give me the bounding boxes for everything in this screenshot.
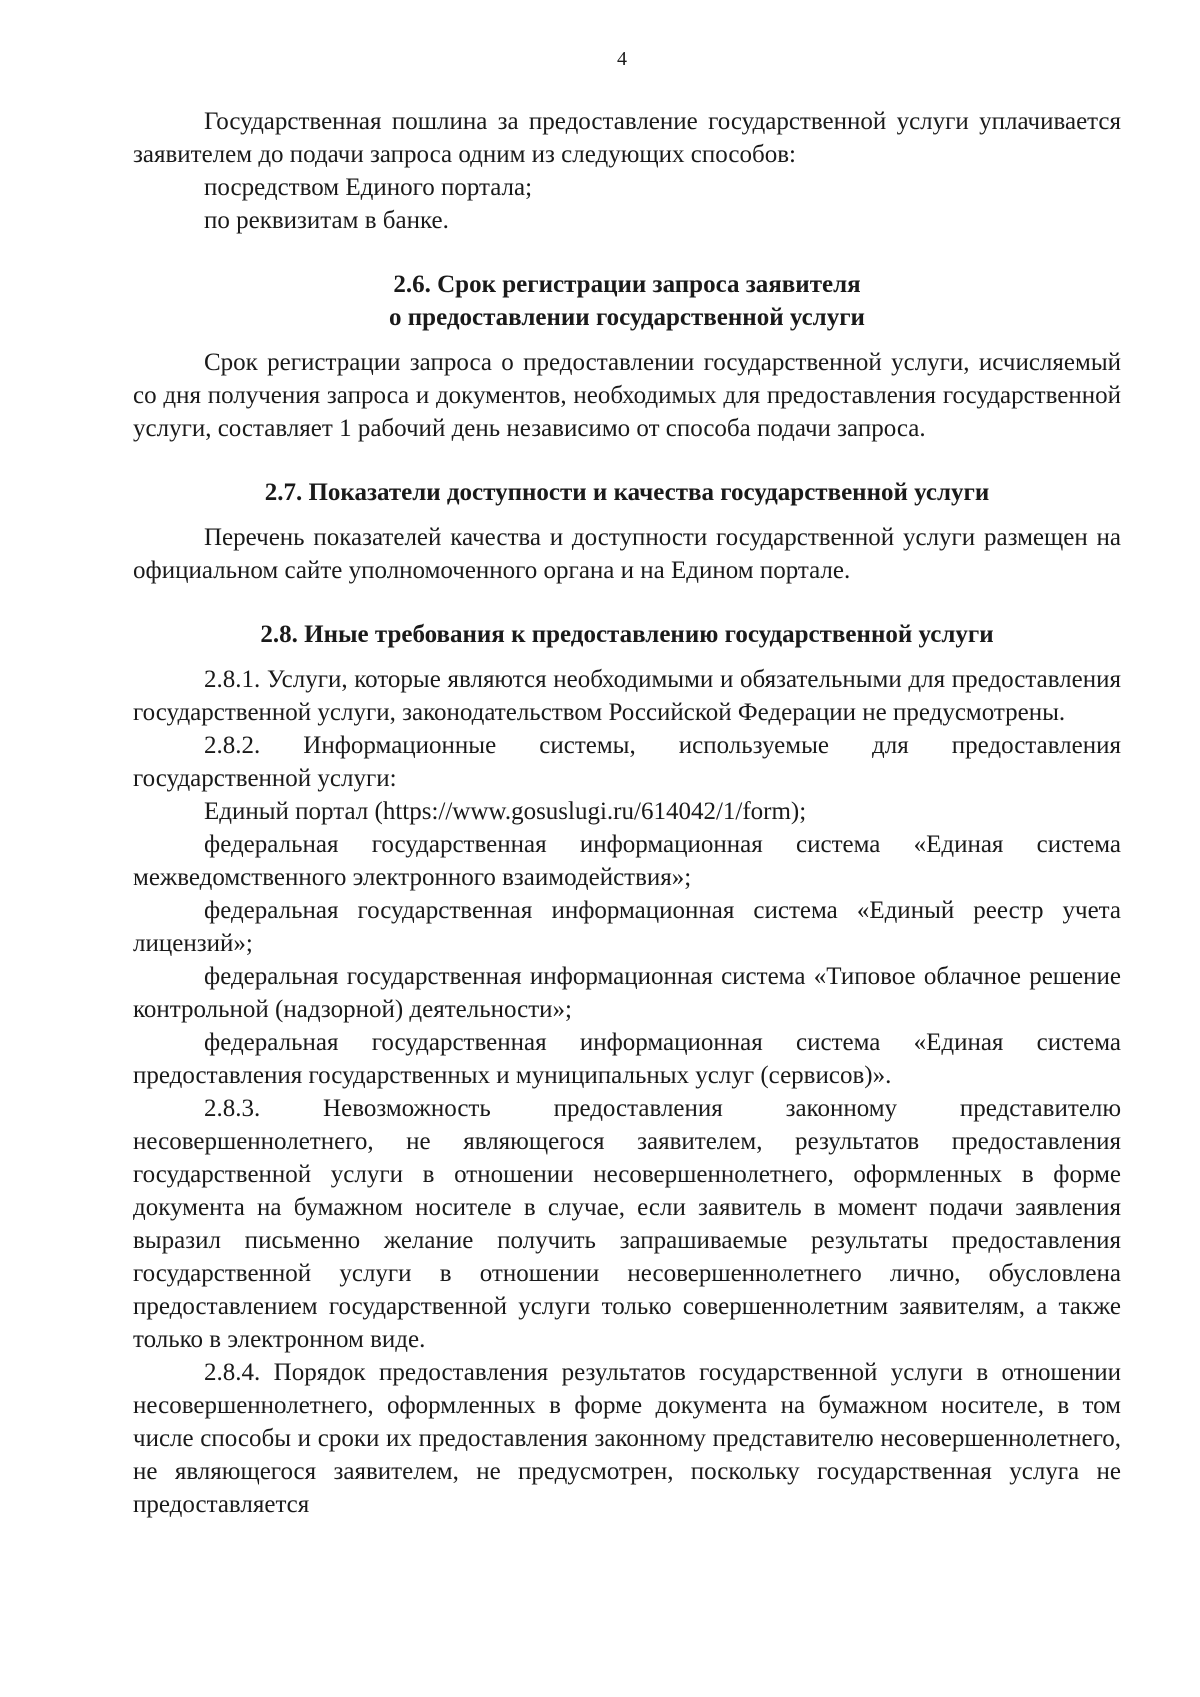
info-system-portal-text: Единый портал (https://www.gosuslugi.ru/614042/1/form); [204, 798, 807, 825]
section-2-6-heading [133, 268, 1121, 334]
fee-paragraph: Государственная пошлина за предоставление государственной услуги уплачивается заявителем до подачи запроса одним из следующих способов: [133, 108, 1121, 168]
info-system-epgu: федеральная государственная информационная система «Единая система предоставления государственных и муниципальных услуг (сервисов)». [133, 1029, 1121, 1089]
clause-2-8-4: 2.8.4. Порядок предоставления результатов государственной услуги в отношении несовершеннолетнего, оформленных в форме документа на бумажном носителе, в том числе способы и сроки их предоставления законному представителю несовершеннолетнего, не являющегося заявителем, не предусмотрен, поскольку государственная услуга не предоставляется [133, 1359, 1121, 1518]
clause-2-8-1: 2.8.1. Услуги, которые являются необходимыми и обязательными для предоставления государственной услуги, законодательством Российской Федерации не предусмотрены. [133, 666, 1121, 726]
info-system-portal [133, 795, 1121, 828]
section-2-8-heading: 2.8. Иные требования к предоставлению государственной услуги [260, 621, 994, 648]
section-2-7-paragraph: Перечень показателей качества и доступности государственной услуги размещен на официальном сайте уполномоченного органа и на Едином портале. [133, 524, 1121, 584]
clause-2-8-3: 2.8.3. Невозможность предоставления законному представителю несовершеннолетнего, не являющегося заявителем, результатов предоставления государственной услуги в отношении несовершеннолетнего, оформленных в форме документа на бумажном носителе в случае, если заявитель в момент подачи заявления выразил письменно желание получить запрашиваемые результаты предоставления государственной услуги в отношении несовершеннолетнего лично, обусловлена предоставлением государственной услуги только совершеннолетним заявителям, а также только в электронном виде. [133, 1095, 1121, 1353]
fee-method-portal: посредством Единого портала; [204, 174, 533, 201]
section-2-6-heading-line1: 2.6. Срок регистрации запроса заявителя [393, 271, 861, 298]
page-number: 4 [617, 48, 627, 70]
clause-2-8-2: 2.8.2. Информационные системы, используемые для предоставления государственной услуги: [133, 732, 1121, 792]
document-body [133, 105, 1121, 1521]
info-system-smev: федеральная государственная информационная система «Единая система межведомственного электронного взаимодействия»; [133, 831, 1121, 891]
section-2-7-heading: 2.7. Показатели доступности и качества государственной услуги [264, 479, 990, 506]
section-2-6-heading-line2: о предоставлении государственной услуги [389, 304, 865, 331]
fee-method-bank: по реквизитам в банке. [204, 207, 449, 234]
info-system-license-registry: федеральная государственная информационная система «Единый реестр учета лицензий»; [133, 897, 1121, 957]
section-2-6-paragraph: Срок регистрации запроса о предоставлении государственной услуги, исчисляемый со дня получения запроса и документов, необходимых для предоставления государственной услуги, составляет 1 рабочий день независимо от способа подачи запроса. [133, 349, 1121, 442]
info-system-knd: федеральная государственная информационная система «Типовое облачное решение контрольной (надзорной) деятельности»; [133, 963, 1121, 1023]
